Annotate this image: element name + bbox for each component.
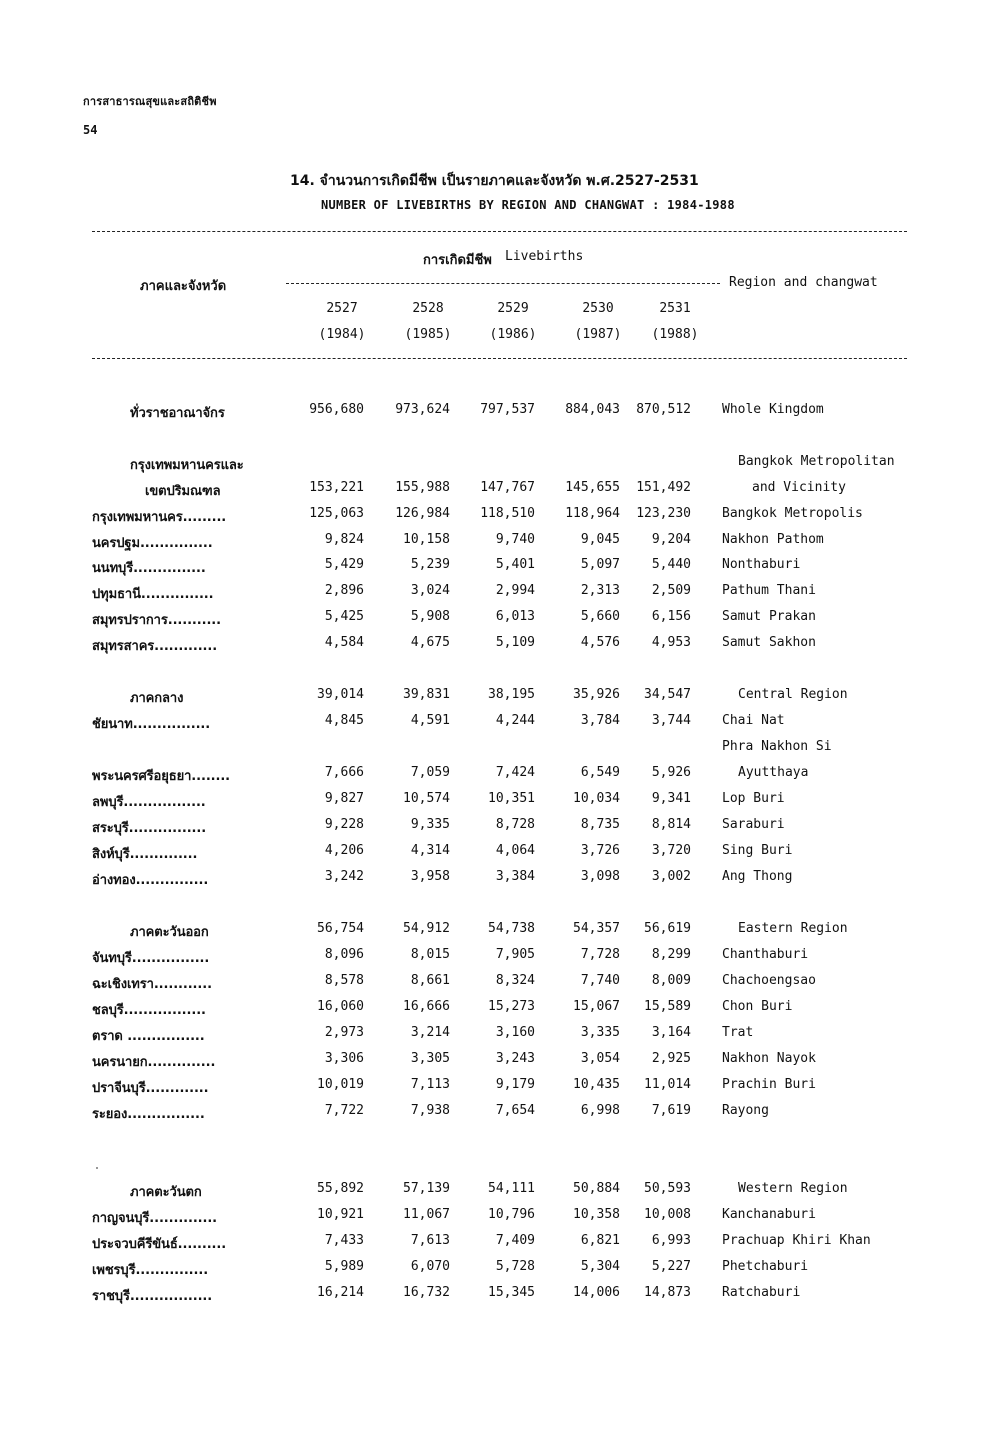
table-top-dashed-rule bbox=[92, 231, 907, 232]
table-row bbox=[0, 1025, 990, 1049]
livebirths-value: 5,429 bbox=[324, 557, 364, 572]
year-be-2531: 2531 bbox=[659, 301, 691, 316]
livebirths-value: 39,831 bbox=[403, 687, 450, 702]
livebirths-value: 118,510 bbox=[480, 506, 535, 521]
table-row bbox=[0, 817, 990, 841]
livebirths-value: 5,728 bbox=[495, 1259, 535, 1274]
table-row bbox=[0, 506, 990, 530]
table-row bbox=[0, 687, 990, 711]
livebirths-value: 8,661 bbox=[410, 973, 450, 988]
livebirths-value: 2,896 bbox=[324, 583, 364, 598]
livebirths-value: 3,726 bbox=[580, 843, 620, 858]
livebirths-value: 15,589 bbox=[644, 999, 691, 1014]
region-or-changwat-thai: ประจวบคีรีขันธ์.......... bbox=[92, 1237, 227, 1252]
livebirths-value: 6,549 bbox=[580, 765, 620, 780]
livebirths-value: 5,660 bbox=[580, 609, 620, 624]
livebirths-value: 8,015 bbox=[410, 947, 450, 962]
livebirths-value: 4,584 bbox=[324, 635, 364, 650]
region-or-changwat-english: Nonthaburi bbox=[722, 557, 801, 572]
livebirths-value: 5,926 bbox=[651, 765, 691, 780]
livebirths-value: 9,827 bbox=[324, 791, 364, 806]
region-or-changwat-english: Trat bbox=[722, 1025, 754, 1040]
table-row bbox=[0, 402, 990, 426]
region-or-changwat-english: Nakhon Nayok bbox=[722, 1051, 816, 1066]
livebirths-value: 2,925 bbox=[651, 1051, 691, 1066]
livebirths-value: 34,547 bbox=[644, 687, 691, 702]
livebirths-value: 6,998 bbox=[580, 1103, 620, 1118]
livebirths-value: 3,744 bbox=[651, 713, 691, 728]
livebirths-value: 7,619 bbox=[651, 1103, 691, 1118]
livebirths-value: 8,814 bbox=[651, 817, 691, 832]
livebirths-value: 3,784 bbox=[580, 713, 620, 728]
region-or-changwat-english: Bangkok Metropolis bbox=[722, 506, 863, 521]
table-row bbox=[0, 635, 990, 659]
year-ad-1987: (1987) bbox=[574, 327, 622, 342]
livebirths-value: 50,593 bbox=[644, 1181, 691, 1196]
livebirths-value: 5,401 bbox=[495, 557, 535, 572]
region-or-changwat-english: Kanchanaburi bbox=[722, 1207, 816, 1222]
livebirths-value: 9,341 bbox=[651, 791, 691, 806]
table-row bbox=[0, 1103, 990, 1127]
table-row bbox=[0, 1181, 990, 1205]
livebirths-value: 5,109 bbox=[495, 635, 535, 650]
table-row bbox=[0, 765, 990, 789]
livebirths-value: 7,905 bbox=[495, 947, 535, 962]
livebirths-value: 3,958 bbox=[410, 869, 450, 884]
region-or-changwat-english: Ayutthaya bbox=[738, 765, 809, 780]
region-or-changwat-english: Phetchaburi bbox=[722, 1259, 809, 1274]
table-row bbox=[0, 1077, 990, 1101]
region-or-changwat-english: Lop Buri bbox=[722, 791, 785, 806]
year-be-2529: 2529 bbox=[497, 301, 529, 316]
livebirths-header-english: Livebirths bbox=[505, 249, 584, 264]
table-row bbox=[0, 1259, 990, 1283]
table-row bbox=[0, 1285, 990, 1309]
livebirths-value: 10,034 bbox=[573, 791, 620, 806]
table-title-english: NUMBER OF LIVEBIRTHS BY REGION AND CHANGWAT : 1984-1988 bbox=[321, 198, 735, 212]
livebirths-value: 4,206 bbox=[324, 843, 364, 858]
livebirths-value: 35,926 bbox=[573, 687, 620, 702]
livebirths-value: 2,994 bbox=[495, 583, 535, 598]
livebirths-value: 10,008 bbox=[644, 1207, 691, 1222]
livebirths-value: 956,680 bbox=[309, 402, 364, 417]
livebirths-value: 15,067 bbox=[573, 999, 620, 1014]
livebirths-value: 9,045 bbox=[580, 532, 620, 547]
region-or-changwat-thai: ชัยนาท................ bbox=[92, 717, 211, 732]
livebirths-value: 2,509 bbox=[651, 583, 691, 598]
livebirths-value: 39,014 bbox=[317, 687, 364, 702]
region-or-changwat-thai: กรุงเทพมหานคร......... bbox=[92, 510, 227, 525]
livebirths-value: 4,591 bbox=[410, 713, 450, 728]
livebirths-value: 10,358 bbox=[573, 1207, 620, 1222]
livebirths-value: 10,796 bbox=[488, 1207, 535, 1222]
livebirths-value: 125,063 bbox=[309, 506, 364, 521]
livebirths-value: 8,728 bbox=[495, 817, 535, 832]
table-title-thai: 14. จำนวนการเกิดมีชีพ เป็นรายภาคและจังหวัด พ.ศ.2527-2531 bbox=[290, 173, 699, 189]
region-or-changwat-thai: ราชบุรี................. bbox=[92, 1289, 213, 1304]
year-be-2530: 2530 bbox=[582, 301, 614, 316]
region-or-changwat-english: Samut Prakan bbox=[722, 609, 816, 624]
table-row bbox=[0, 947, 990, 971]
livebirths-value: 3,024 bbox=[410, 583, 450, 598]
livebirths-value: 123,230 bbox=[636, 506, 691, 521]
region-or-changwat-thai: ลพบุรี................. bbox=[92, 795, 206, 810]
livebirths-value: 6,070 bbox=[410, 1259, 450, 1274]
livebirths-value: 10,921 bbox=[317, 1207, 364, 1222]
livebirths-value: 3,305 bbox=[410, 1051, 450, 1066]
livebirths-value: 8,299 bbox=[651, 947, 691, 962]
livebirths-value: 7,938 bbox=[410, 1103, 450, 1118]
table-row bbox=[0, 557, 990, 581]
livebirths-value: 6,013 bbox=[495, 609, 535, 624]
region-or-changwat-english: Ang Thong bbox=[722, 869, 793, 884]
livebirths-value: 5,304 bbox=[580, 1259, 620, 1274]
region-or-changwat-thai: สมุทรสาคร............. bbox=[92, 639, 218, 654]
livebirths-value: 4,845 bbox=[324, 713, 364, 728]
region-or-changwat-english: Chai Nat bbox=[722, 713, 785, 728]
region-or-changwat-thai: ระยอง................ bbox=[92, 1107, 205, 1122]
region-or-changwat-thai: ปราจีนบุรี............. bbox=[92, 1081, 209, 1096]
livebirths-value: 7,433 bbox=[324, 1233, 364, 1248]
livebirths-value: 7,728 bbox=[580, 947, 620, 962]
livebirths-value: 8,324 bbox=[495, 973, 535, 988]
region-or-changwat-thai: เขตปริมณฑล bbox=[145, 484, 221, 499]
livebirths-value: 3,214 bbox=[410, 1025, 450, 1040]
region-or-changwat-english: Whole Kingdom bbox=[722, 402, 824, 417]
livebirths-value: 8,096 bbox=[324, 947, 364, 962]
livebirths-value: 151,492 bbox=[636, 480, 691, 495]
year-be-2528: 2528 bbox=[412, 301, 444, 316]
livebirths-value: 2,973 bbox=[324, 1025, 364, 1040]
region-or-changwat-english: Western Region bbox=[738, 1181, 848, 1196]
region-column-header-thai: ภาคและจังหวัด bbox=[140, 279, 227, 294]
region-or-changwat-english: Eastern Region bbox=[738, 921, 848, 936]
region-or-changwat-english: Central Region bbox=[738, 687, 848, 702]
livebirths-value: 54,738 bbox=[488, 921, 535, 936]
region-or-changwat-thai: เพชรบุรี............... bbox=[92, 1263, 209, 1278]
region-or-changwat-english: Pathum Thani bbox=[722, 583, 816, 598]
livebirths-value: 7,654 bbox=[495, 1103, 535, 1118]
livebirths-value: 7,059 bbox=[410, 765, 450, 780]
livebirths-value: 10,574 bbox=[403, 791, 450, 806]
livebirths-value: 4,576 bbox=[580, 635, 620, 650]
livebirths-value: 9,824 bbox=[324, 532, 364, 547]
livebirths-value: 973,624 bbox=[395, 402, 450, 417]
livebirths-value: 3,720 bbox=[651, 843, 691, 858]
region-or-changwat-thai: กาญจนบุรี.............. bbox=[92, 1211, 218, 1226]
region-or-changwat-thai: สระบุรี................ bbox=[92, 821, 207, 836]
livebirths-value: 2,313 bbox=[580, 583, 620, 598]
page-number: 54 bbox=[83, 123, 98, 137]
year-be-2527: 2527 bbox=[326, 301, 358, 316]
livebirths-value: 9,204 bbox=[651, 532, 691, 547]
livebirths-value: 4,244 bbox=[495, 713, 535, 728]
livebirths-value: 8,009 bbox=[651, 973, 691, 988]
livebirths-value: 118,964 bbox=[565, 506, 620, 521]
region-or-changwat-english: Chanthaburi bbox=[722, 947, 809, 962]
region-or-changwat-thai: ภาคตะวันออก bbox=[130, 925, 209, 940]
region-or-changwat-thai: พระนครศรีอยุธยา........ bbox=[92, 769, 231, 784]
region-or-changwat-thai: นครนายก.............. bbox=[92, 1055, 216, 1070]
livebirths-value: 6,821 bbox=[580, 1233, 620, 1248]
livebirths-value: 153,221 bbox=[309, 480, 364, 495]
livebirths-value: 54,912 bbox=[403, 921, 450, 936]
livebirths-value: 7,722 bbox=[324, 1103, 364, 1118]
region-or-changwat-thai: สมุทรปราการ........... bbox=[92, 613, 221, 628]
region-or-changwat-english: Saraburi bbox=[722, 817, 785, 832]
livebirths-value: 6,156 bbox=[651, 609, 691, 624]
region-or-changwat-thai: ทั่วราชอาณาจักร bbox=[130, 406, 225, 421]
livebirths-value: 3,164 bbox=[651, 1025, 691, 1040]
table-row bbox=[0, 739, 990, 763]
livebirths-value: 147,767 bbox=[480, 480, 535, 495]
livebirths-value: 3,306 bbox=[324, 1051, 364, 1066]
year-ad-1984: (1984) bbox=[318, 327, 366, 342]
region-or-changwat-english: Nakhon Pathom bbox=[722, 532, 824, 547]
livebirths-header-dashed-rule bbox=[286, 283, 720, 284]
livebirths-value: 10,435 bbox=[573, 1077, 620, 1092]
livebirths-value: 155,988 bbox=[395, 480, 450, 495]
livebirths-value: 10,158 bbox=[403, 532, 450, 547]
livebirths-value: 3,002 bbox=[651, 869, 691, 884]
livebirths-value: 7,613 bbox=[410, 1233, 450, 1248]
region-or-changwat-thai: ฉะเชิงเทรา............ bbox=[92, 977, 212, 992]
table-row bbox=[0, 843, 990, 867]
region-or-changwat-thai: ชลบุรี................. bbox=[92, 1003, 206, 1018]
livebirths-value: 11,067 bbox=[403, 1207, 450, 1222]
livebirths-value: 7,409 bbox=[495, 1233, 535, 1248]
livebirths-value: 5,239 bbox=[410, 557, 450, 572]
livebirths-value: 55,892 bbox=[317, 1181, 364, 1196]
region-or-changwat-thai: จันทบุรี................ bbox=[92, 951, 210, 966]
region-column-header-english: Region and changwat bbox=[729, 275, 878, 290]
livebirths-value: 15,345 bbox=[488, 1285, 535, 1300]
region-or-changwat-thai: กรุงเทพมหานครและ bbox=[130, 458, 244, 473]
livebirths-value: 3,335 bbox=[580, 1025, 620, 1040]
livebirths-value: 4,314 bbox=[410, 843, 450, 858]
table-row bbox=[0, 999, 990, 1023]
livebirths-value: 7,113 bbox=[410, 1077, 450, 1092]
livebirths-value: 126,984 bbox=[395, 506, 450, 521]
livebirths-value: 3,243 bbox=[495, 1051, 535, 1066]
table-row bbox=[0, 609, 990, 633]
region-or-changwat-thai: อ่างทอง............... bbox=[92, 873, 209, 888]
region-or-changwat-english: Chachoengsao bbox=[722, 973, 816, 988]
year-ad-1988: (1988) bbox=[651, 327, 699, 342]
livebirths-value: 14,006 bbox=[573, 1285, 620, 1300]
livebirths-value: 16,214 bbox=[317, 1285, 364, 1300]
page-speck bbox=[96, 1167, 98, 1169]
running-header-thai: การสาธารณสุขและสถิติชีพ bbox=[83, 95, 217, 108]
livebirths-value: 3,384 bbox=[495, 869, 535, 884]
region-or-changwat-english: Sing Buri bbox=[722, 843, 793, 858]
year-ad-1985: (1985) bbox=[404, 327, 452, 342]
livebirths-value: 797,537 bbox=[480, 402, 535, 417]
region-or-changwat-english: Ratchaburi bbox=[722, 1285, 801, 1300]
region-or-changwat-thai: ภาคกลาง bbox=[130, 691, 184, 706]
livebirths-value: 4,953 bbox=[651, 635, 691, 650]
livebirths-value: 5,227 bbox=[651, 1259, 691, 1274]
table-row bbox=[0, 713, 990, 737]
livebirths-value: 5,097 bbox=[580, 557, 620, 572]
table-row bbox=[0, 1207, 990, 1231]
livebirths-value: 6,993 bbox=[651, 1233, 691, 1248]
livebirths-value: 54,111 bbox=[488, 1181, 535, 1196]
region-or-changwat-english: Samut Sakhon bbox=[722, 635, 816, 650]
livebirths-value: 57,139 bbox=[403, 1181, 450, 1196]
livebirths-value: 3,160 bbox=[495, 1025, 535, 1040]
region-or-changwat-english: Prachuap Khiri Khan bbox=[722, 1233, 871, 1248]
livebirths-value: 9,228 bbox=[324, 817, 364, 832]
livebirths-value: 10,351 bbox=[488, 791, 535, 806]
table-row bbox=[0, 791, 990, 815]
livebirths-value: 870,512 bbox=[636, 402, 691, 417]
livebirths-value: 14,873 bbox=[644, 1285, 691, 1300]
livebirths-value: 56,619 bbox=[644, 921, 691, 936]
region-or-changwat-english: Bangkok Metropolitan bbox=[738, 454, 895, 469]
livebirths-value: 145,655 bbox=[565, 480, 620, 495]
region-or-changwat-thai: สิงห์บุรี.............. bbox=[92, 847, 198, 862]
livebirths-value: 10,019 bbox=[317, 1077, 364, 1092]
region-or-changwat-thai: ปทุมธานี............... bbox=[92, 587, 214, 602]
livebirths-value: 15,273 bbox=[488, 999, 535, 1014]
table-row bbox=[0, 532, 990, 556]
livebirths-value: 16,732 bbox=[403, 1285, 450, 1300]
livebirths-value: 38,195 bbox=[488, 687, 535, 702]
livebirths-value: 3,098 bbox=[580, 869, 620, 884]
region-or-changwat-english: Prachin Buri bbox=[722, 1077, 816, 1092]
livebirths-value: 3,054 bbox=[580, 1051, 620, 1066]
livebirths-value: 9,335 bbox=[410, 817, 450, 832]
livebirths-value: 3,242 bbox=[324, 869, 364, 884]
livebirths-value: 9,179 bbox=[495, 1077, 535, 1092]
livebirths-value: 5,989 bbox=[324, 1259, 364, 1274]
livebirths-value: 56,754 bbox=[317, 921, 364, 936]
table-row bbox=[0, 1051, 990, 1075]
livebirths-value: 4,675 bbox=[410, 635, 450, 650]
livebirths-value: 8,578 bbox=[324, 973, 364, 988]
livebirths-value: 884,043 bbox=[565, 402, 620, 417]
table-row bbox=[0, 973, 990, 997]
livebirths-header-thai: การเกิดมีชีพ bbox=[423, 253, 492, 268]
region-or-changwat-thai: ตราด ................ bbox=[92, 1029, 205, 1044]
livebirths-value: 16,666 bbox=[403, 999, 450, 1014]
livebirths-value: 7,666 bbox=[324, 765, 364, 780]
livebirths-value: 11,014 bbox=[644, 1077, 691, 1092]
livebirths-value: 16,060 bbox=[317, 999, 364, 1014]
table-row bbox=[0, 480, 990, 504]
livebirths-value: 5,908 bbox=[410, 609, 450, 624]
table-row bbox=[0, 583, 990, 607]
livebirths-value: 9,740 bbox=[495, 532, 535, 547]
region-or-changwat-english: Rayong bbox=[722, 1103, 769, 1118]
table-header-bottom-dashed-rule bbox=[92, 358, 907, 359]
livebirths-value: 7,424 bbox=[495, 765, 535, 780]
livebirths-value: 50,884 bbox=[573, 1181, 620, 1196]
region-or-changwat-thai: นครปฐม............... bbox=[92, 536, 213, 551]
table-row bbox=[0, 454, 990, 478]
region-or-changwat-english: Phra Nakhon Si bbox=[722, 739, 832, 754]
region-or-changwat-thai: นนทบุรี............... bbox=[92, 561, 206, 576]
livebirths-value: 8,735 bbox=[580, 817, 620, 832]
table-row bbox=[0, 1233, 990, 1257]
region-or-changwat-english: Chon Buri bbox=[722, 999, 793, 1014]
region-or-changwat-thai: ภาคตะวันตก bbox=[130, 1185, 202, 1200]
table-row bbox=[0, 921, 990, 945]
livebirths-value: 7,740 bbox=[580, 973, 620, 988]
livebirths-value: 5,425 bbox=[324, 609, 364, 624]
livebirths-value: 4,064 bbox=[495, 843, 535, 858]
table-row bbox=[0, 869, 990, 893]
region-or-changwat-english: and Vicinity bbox=[752, 480, 846, 495]
livebirths-value: 54,357 bbox=[573, 921, 620, 936]
livebirths-value: 5,440 bbox=[651, 557, 691, 572]
year-ad-1986: (1986) bbox=[489, 327, 537, 342]
